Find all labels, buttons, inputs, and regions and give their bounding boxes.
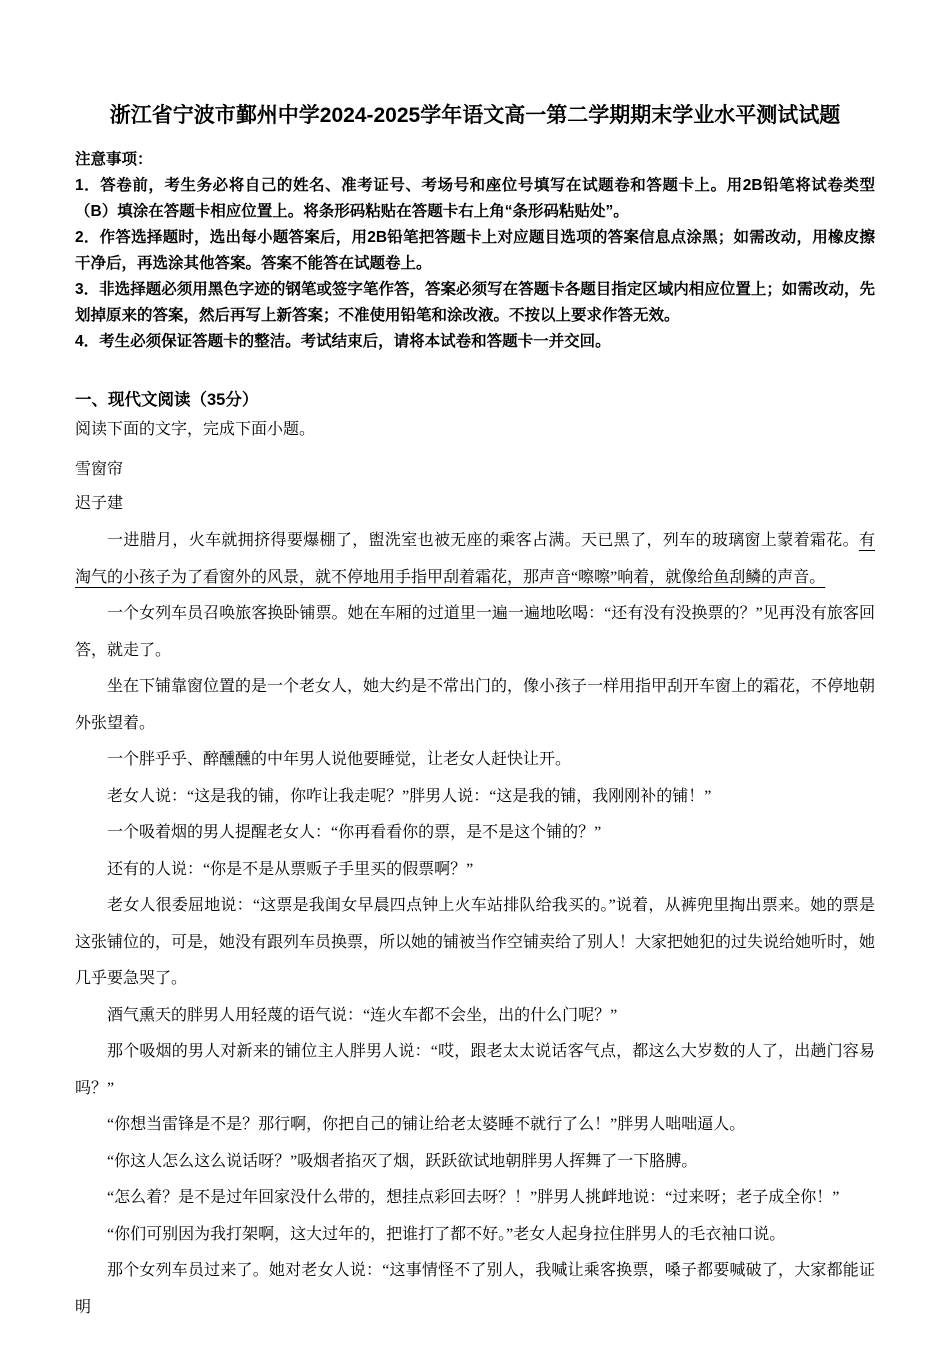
paragraph-text: “你们可别因为我打架啊，这大过年的，把谁打了都不好。”老女人起身拉住胖男人的毛衣袖口说。 [107, 1225, 786, 1243]
article-title: 雪窗帘 [75, 461, 124, 479]
paragraph-text: “怎么着？是不是过年回家没什么带的，想挂点彩回去呀？！”胖男人挑衅地说：“过来呀；老子成全你！” [107, 1189, 840, 1207]
article-paragraph [75, 1253, 875, 1326]
underlined-passage: 有淘气的小孩子为了看窗外的风景，就不停地用手指甲刮着霜花，那声音“嚓嚓”响着，就像给鱼刮鳞的声音。 [75, 532, 875, 586]
paragraph-text: 那个吸烟的男人对新来的铺位主人胖男人说：“哎，跟老太太说话客气点，都这么大岁数的人了，出趟门容易吗？” [75, 1043, 875, 1097]
notice-item-3: 3．非选择题必须用黑色字迹的钢笔或签字笔作答，答案必须写在答题卡各题目指定区域内相应位置上；如需改动，先划掉原来的答案，然后再写上新答案；不准使用铅笔和涂改液。不按以上要求作答无效。 [75, 281, 875, 325]
notice-section [75, 147, 875, 355]
section-heading: 一、现代文阅读（35分） [75, 391, 259, 410]
notice-heading: 注意事项： [75, 151, 153, 169]
paragraph-text: 老女人很委屈地说：“这票是我闺女早晨四点钟上火车站排队给我买的。”说着，从裤兜里掏出票来。她的票是这张铺位的，可是，她没有跟列车员换票，所以她的铺被当作空铺卖给了别人！大家把她犯的过失说给她听时，她几乎要急哭了。 [75, 897, 876, 988]
article-paragraph [75, 1217, 875, 1254]
paragraph-text: 酒气熏天的胖男人用轻蔑的语气说：“连火车都不会坐，出的什么门呢？” [107, 1006, 618, 1024]
paragraph-text: 一个胖乎乎、醉醺醺的中年男人说他要睡觉，让老女人赶快让开。 [107, 751, 572, 769]
article-paragraph [75, 1180, 875, 1217]
notice-item-4: 4．考生必须保证答题卡的整洁。考试结束后，请将本试卷和答题卡一并交回。 [75, 333, 611, 351]
paragraph-text: 一个女列车员召唤旅客换卧铺票。她在车厢的过道里一遍一遍地吆喝：“还有没有没换票的？”见再没有旅客回答，就走了。 [75, 605, 875, 659]
article-paragraph [75, 523, 875, 596]
paragraph-text: “你想当雷锋是不是？那行啊，你把自己的铺让给老太婆睡不就行了么！”胖男人咄咄逼人。 [107, 1116, 746, 1134]
document-title: 浙江省宁波市鄞州中学2024-2025学年语文高一第二学期期末学业水平测试试题 [109, 104, 841, 127]
paragraph-text: 老女人说：“这是我的铺，你咋让我走呢？”胖男人说：“这是我的铺，我刚刚补的铺！” [107, 787, 712, 805]
paragraph-text: 一进腊月，火车就拥挤得要爆棚了，盥洗室也被无座的乘客占满。天已黑了，列车的玻璃窗上蒙着霜花。 [107, 532, 859, 550]
notice-item-2: 2．作答选择题时，选出每小题答案后，用2B铅笔把答题卡上对应题目选项的答案信息点涂黑；如需改动，用橡皮擦干净后，再选涂其他答案。答案不能答在试题卷上。 [75, 229, 875, 273]
article-paragraph [75, 1107, 875, 1144]
article-paragraph [75, 1034, 875, 1107]
article-author: 迟子建 [75, 495, 124, 513]
paragraph-text: 坐在下铺靠窗位置的是一个老女人，她大约是不常出门的，像小孩子一样用指甲刮开车窗上的霜花，不停地朝外张望着。 [75, 678, 876, 732]
article-paragraph [75, 998, 875, 1035]
reading-instruction: 阅读下面的文字，完成下面小题。 [75, 421, 316, 439]
article-paragraph [75, 1144, 875, 1181]
paragraph-text: 还有的人说：“你是不是从票贩子手里买的假票啊？” [107, 860, 474, 878]
article-paragraph [75, 815, 875, 852]
article-paragraph [75, 852, 875, 889]
paragraph-text: “你这人怎么这么说话呀？”吸烟者掐灭了烟，跃跃欲试地朝胖男人挥舞了一下胳膊。 [107, 1152, 698, 1170]
article-paragraph [75, 669, 875, 742]
paragraph-text: 那个女列车员过来了。她对老女人说：“这事情怪不了别人，我喊让乘客换票，嗓子都要喊破了，大家都能证明 [75, 1262, 875, 1316]
article-paragraph [75, 779, 875, 816]
notice-item-1: 1．答卷前，考生务必将自己的姓名、准考证号、考场号和座位号填写在试题卷和答题卡上。用2B铅笔将试卷类型（B）填涂在答题卡相应位置上。将条形码粘贴在答题卡右上角“条形码粘贴处”。 [75, 177, 875, 221]
article-paragraph [75, 742, 875, 779]
article-paragraph [75, 596, 875, 669]
article-paragraph [75, 888, 875, 998]
article-paragraphs [75, 523, 875, 1326]
paragraph-text: 一个吸着烟的男人提醒老女人：“你再看看你的票，是不是这个铺的？” [107, 824, 602, 842]
